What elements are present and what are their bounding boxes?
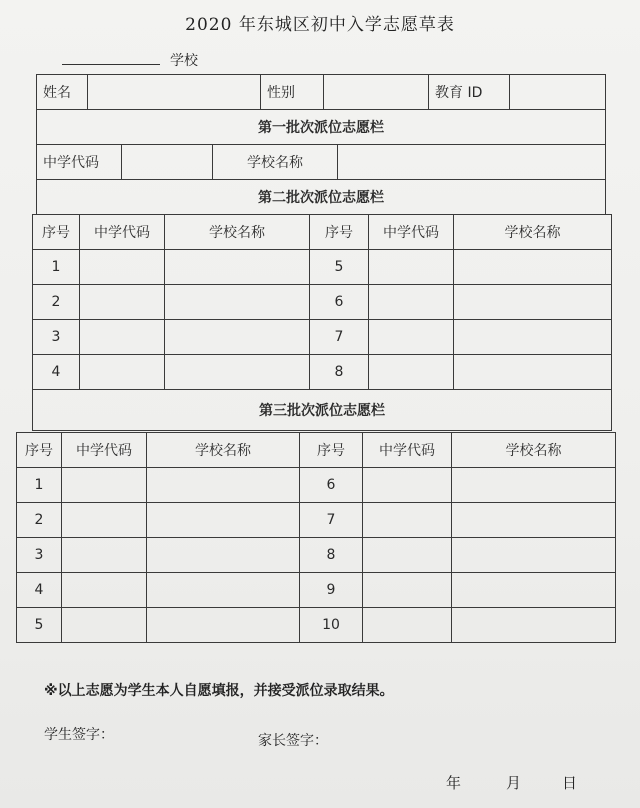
batch2-school-cell-right[interactable] <box>454 285 612 320</box>
batch3-header-row <box>17 433 616 468</box>
batch3-code-cell-right[interactable] <box>363 608 452 643</box>
batch3-title: 第三批次派位志愿栏 <box>33 390 612 431</box>
id-field[interactable] <box>510 75 606 110</box>
parent-signature-label: 家长签字： <box>258 733 328 749</box>
batch3-row-number: 5 <box>17 608 62 643</box>
batch3-school-cell-right[interactable] <box>452 538 616 573</box>
disclaimer-note: ※以上志愿为学生本人自愿填报，并接受派位录取结果。 <box>44 683 394 699</box>
batch3-row-number: 1 <box>17 468 62 503</box>
batch2-col-code-right: 中学代码 <box>369 215 454 250</box>
batch2-code-cell[interactable] <box>80 320 165 355</box>
batch2-header-row <box>33 215 612 250</box>
table-row <box>17 503 616 538</box>
batch3-row-number-right: 9 <box>300 573 363 608</box>
table-row <box>33 320 612 355</box>
gender-label: 性别 <box>261 75 324 110</box>
name-label: 姓名 <box>37 75 88 110</box>
batch3-code-cell[interactable] <box>62 538 147 573</box>
batch2-school-cell[interactable] <box>165 250 310 285</box>
batch2-col-school-right: 学校名称 <box>454 215 612 250</box>
batch2-row-number: 1 <box>33 250 80 285</box>
table-row <box>33 355 612 390</box>
batch2-school-cell-right[interactable] <box>454 320 612 355</box>
batch2-row-number-right: 5 <box>310 250 369 285</box>
form-title: 2020 年东城区初中入学志愿草表 <box>185 15 455 35</box>
batch3-row-number-right: 7 <box>300 503 363 538</box>
batch3-col-no: 序号 <box>17 433 62 468</box>
batch2-row-number-right: 8 <box>310 355 369 390</box>
batch2-school-cell[interactable] <box>165 355 310 390</box>
batch3-col-no-right: 序号 <box>300 433 363 468</box>
batch3-code-cell-right[interactable] <box>363 503 452 538</box>
school-suffix: 学校 <box>170 53 198 69</box>
batch3-row-number: 3 <box>17 538 62 573</box>
batch3-code-cell-right[interactable] <box>363 573 452 608</box>
batch3-row-number-right: 8 <box>300 538 363 573</box>
batch3-code-cell[interactable] <box>62 608 147 643</box>
batch3-school-cell-right[interactable] <box>452 608 616 643</box>
batch1-table <box>37 145 605 179</box>
batch3-school-cell[interactable] <box>147 608 300 643</box>
table-row <box>17 608 616 643</box>
batch3-school-cell[interactable] <box>147 538 300 573</box>
batch3-school-cell-right[interactable] <box>452 573 616 608</box>
batch3-school-cell-right[interactable] <box>452 503 616 538</box>
batch3-col-school: 学校名称 <box>147 433 300 468</box>
batch3-row-number-right: 6 <box>300 468 363 503</box>
table-row <box>17 538 616 573</box>
batch3-code-cell[interactable] <box>62 573 147 608</box>
batch3-code-cell-right[interactable] <box>363 538 452 573</box>
batch2-code-cell[interactable] <box>80 250 165 285</box>
batch2-table <box>32 214 612 431</box>
student-signature-label: 学生签字： <box>44 727 114 743</box>
gender-field[interactable] <box>324 75 429 110</box>
name-field[interactable] <box>88 75 261 110</box>
batch2-code-cell-right[interactable] <box>369 320 454 355</box>
batch2-col-code: 中学代码 <box>80 215 165 250</box>
date-month-label: 月 <box>506 774 522 792</box>
batch2-row-number: 2 <box>33 285 80 320</box>
batch3-col-code-right: 中学代码 <box>363 433 452 468</box>
batch2-col-no: 序号 <box>33 215 80 250</box>
batch2-code-cell-right[interactable] <box>369 355 454 390</box>
batch3-col-code: 中学代码 <box>62 433 147 468</box>
batch2-school-cell[interactable] <box>165 320 310 355</box>
batch3-row-number-right: 10 <box>300 608 363 643</box>
batch2-code-cell-right[interactable] <box>369 250 454 285</box>
batch3-school-cell-right[interactable] <box>452 468 616 503</box>
batch3-school-cell[interactable] <box>147 573 300 608</box>
batch2-code-cell[interactable] <box>80 355 165 390</box>
batch3-col-school-right: 学校名称 <box>452 433 616 468</box>
school-line <box>62 50 198 70</box>
batch2-school-cell-right[interactable] <box>454 355 612 390</box>
table-row <box>17 468 616 503</box>
batch1-school-label: 学校名称 <box>213 145 338 179</box>
table-row <box>33 285 612 320</box>
batch2-title: 第二批次派位志愿栏 <box>37 180 606 215</box>
batch3-code-cell[interactable] <box>62 468 147 503</box>
batch3-school-cell[interactable] <box>147 503 300 538</box>
batch3-row-number: 2 <box>17 503 62 538</box>
batch2-code-cell[interactable] <box>80 285 165 320</box>
batch1-code-label: 中学代码 <box>37 145 122 179</box>
batch2-school-cell[interactable] <box>165 285 310 320</box>
batch1-code-field[interactable] <box>122 145 213 179</box>
batch1-title: 第一批次派位志愿栏 <box>37 110 606 145</box>
batch2-row-number: 3 <box>33 320 80 355</box>
batch3-table <box>16 432 616 643</box>
id-label: 教育 ID <box>429 75 510 110</box>
date-day-label: 日 <box>562 774 578 792</box>
batch2-col-school: 学校名称 <box>165 215 310 250</box>
batch3-row-number: 4 <box>17 573 62 608</box>
batch2-col-no-right: 序号 <box>310 215 369 250</box>
batch3-code-cell-right[interactable] <box>363 468 452 503</box>
batch2-row-number-right: 7 <box>310 320 369 355</box>
batch2-row-number: 4 <box>33 355 80 390</box>
header-table <box>36 74 606 215</box>
table-row <box>33 250 612 285</box>
batch2-row-number-right: 6 <box>310 285 369 320</box>
school-blank[interactable] <box>62 50 160 65</box>
batch3-code-cell[interactable] <box>62 503 147 538</box>
batch3-school-cell[interactable] <box>147 468 300 503</box>
table-row <box>17 573 616 608</box>
batch2-code-cell-right[interactable] <box>369 285 454 320</box>
date-year-label: 年 <box>446 774 462 792</box>
batch2-school-cell-right[interactable] <box>454 250 612 285</box>
batch1-school-field[interactable] <box>338 145 606 179</box>
